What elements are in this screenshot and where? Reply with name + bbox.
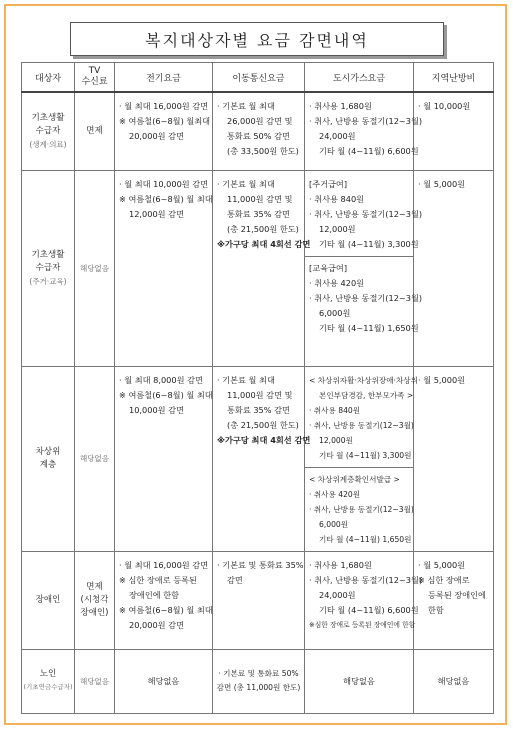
cell-text: 해당없음	[147, 675, 180, 686]
cell-text: 통화료 35% 감면	[227, 404, 290, 415]
cell-text: ※심한 장애로 등록된 장애인에 한함	[309, 620, 416, 629]
cell-text: · 취사, 난방용 동절기(12~3월)	[309, 292, 423, 303]
header-heating: 지역난방비	[414, 63, 494, 93]
gas-cell	[305, 551, 423, 649]
gas-cell	[305, 649, 414, 713]
cell-text: 통화료 50% 감면	[227, 131, 290, 141]
cell-text: · 취사, 난방용 동절기(12~3월)	[309, 504, 414, 514]
table-row	[22, 366, 494, 551]
mobile-cell	[213, 649, 305, 713]
cell-text: · 기본료 월 최대	[217, 101, 275, 111]
heating-cell	[414, 551, 494, 649]
cell-text: · 월 10,000원	[418, 101, 471, 111]
header-electricity: 전기요금	[115, 63, 213, 93]
cell-text: · 취사, 난방용 동절기(12~3월)	[309, 574, 423, 585]
cell-text: 12,000원	[319, 223, 356, 234]
mobile-cell	[213, 366, 311, 551]
cell-text: 10,000원 감면	[129, 404, 184, 415]
target-cell	[22, 366, 75, 551]
electricity-cell	[115, 649, 213, 713]
electricity-cell	[115, 92, 213, 170]
cell-text: ※ 여름철(6~8월) 월 최대	[119, 193, 213, 204]
cell-text: < 차상위계층확인서발급 >	[309, 474, 400, 484]
tv-text: (시청각	[80, 594, 109, 605]
target-text: (주거·교육)	[29, 276, 67, 286]
target-text: 차상위	[35, 446, 61, 457]
tv-cell	[75, 170, 115, 366]
cell-text: · 취사, 난방용 동절기(12~3월)	[309, 420, 414, 430]
cell-text: 11,000원 감면 및	[227, 193, 293, 204]
tv-text: 면제	[86, 581, 103, 592]
cell-text: 장애인에 한함	[129, 589, 180, 600]
table-row	[22, 551, 494, 649]
cell-text: 6,000원	[319, 519, 349, 529]
tv-text: 면제	[86, 125, 103, 136]
gas-cell	[305, 170, 423, 366]
heating-cell	[414, 366, 494, 551]
cell-text: ※ 여름철(6~8월) 월 최대	[119, 604, 213, 615]
cell-text: 24,000원	[319, 589, 356, 600]
document-title: 복지대상자별 요금 감면내역	[70, 22, 444, 56]
cell-text: 20,000원 감면	[129, 131, 184, 141]
electricity-cell	[115, 170, 213, 366]
cell-text: 20,000원 감면	[129, 619, 184, 630]
cell-text: ※ 여름철(6~8월) 월최대	[119, 116, 211, 126]
heating-cell	[414, 649, 494, 713]
gas-subsection	[305, 256, 423, 336]
table-row	[22, 92, 494, 170]
table-row	[22, 649, 494, 713]
cell-text: 기타 월 (4~11월) 1,650원	[319, 534, 412, 544]
heating-cell	[414, 170, 494, 366]
cell-text: 6,000원	[319, 307, 351, 318]
target-cell	[22, 170, 75, 366]
cell-text: 기타 월 (4~11월) 3,300원	[319, 450, 412, 460]
header-mobile: 이동통신요금	[213, 63, 305, 93]
cell-text: 감면 (총 11,000원 한도)	[216, 683, 301, 692]
cell-text: 한함	[428, 604, 444, 615]
cell-text: · 기본료 및 통화료 35%	[217, 559, 304, 570]
cell-text: · 월 최대 16,000원 감면	[119, 101, 209, 111]
cell-text: 본인부담경감, 한부모가족 >	[319, 390, 414, 400]
cell-text: · 취사용 840원	[309, 193, 365, 204]
header-target: 대상자	[22, 63, 75, 93]
cell-text: [주거급여]	[309, 178, 348, 189]
cell-text: < 차상위자활·차상위장애·차상위	[309, 375, 418, 385]
cell-text: · 월 5,000원	[418, 374, 466, 385]
target-text: 계층	[39, 459, 57, 470]
cell-text: · 취사용 420원	[309, 489, 361, 499]
mobile-cell	[213, 170, 311, 366]
cell-text: 기타 월 (4~11월) 6,600원	[319, 146, 419, 156]
table-row	[22, 170, 494, 366]
cell-text: ※가구당 최대 4회선 감면	[217, 238, 311, 249]
cell-text: (총 21,500원 한도)	[227, 419, 299, 430]
cell-text: ※ 심한 장애로 등록된	[119, 574, 197, 585]
tv-text: 장애인)	[80, 607, 109, 618]
cell-text: · 취사용 1,680원	[309, 559, 372, 570]
cell-text: 해당없음	[343, 675, 375, 686]
cell-text: 11,000원 감면 및	[227, 389, 293, 400]
cell-text: · 취사용 1,680원	[309, 101, 372, 111]
cell-text: · 월 5,000원	[418, 559, 466, 570]
cell-text: ※ 심한 장애로	[418, 574, 470, 585]
cell-text: · 취사, 난방용 동절기(12~3월)	[309, 208, 423, 219]
electricity-cell	[115, 551, 213, 649]
cell-text: 통화료 35% 감면	[227, 208, 290, 219]
tv-text: 해당없음	[80, 454, 109, 463]
cell-text: ※가구당 최대 4회선 감면	[217, 434, 311, 445]
cell-text: ※ 여름철(6~8월) 월 최대	[119, 389, 213, 400]
tv-cell	[75, 366, 115, 551]
target-text: 수급자	[35, 262, 61, 273]
gas-subsection	[305, 467, 413, 547]
cell-text: · 월 5,000원	[418, 178, 466, 189]
cell-text: 기타 월 (4~11월) 1,650원	[319, 322, 419, 333]
target-text: 노인	[39, 669, 57, 679]
electricity-cell	[115, 366, 213, 551]
cell-text: 등록된 장애인에	[428, 589, 486, 600]
header-tv-line2: 수신료	[81, 77, 108, 87]
gas-cell	[305, 92, 423, 170]
target-text: 수급자	[35, 125, 61, 136]
cell-text: · 기본료 월 최대	[217, 178, 275, 189]
cell-text: · 월 최대 10,000원 감면	[119, 178, 209, 189]
cell-text: · 기본료 월 최대	[217, 374, 275, 385]
tv-cell	[75, 649, 115, 713]
cell-text: · 기본료 및 통화료 50%	[218, 669, 299, 678]
cell-text: 26,000원 감면 및	[227, 116, 293, 126]
cell-text: · 월 최대 16,000원 감면	[119, 559, 209, 570]
target-cell	[22, 92, 75, 170]
target-text: (기초연금수급자)	[23, 683, 73, 691]
cell-text: · 취사용 840원	[309, 405, 361, 415]
mobile-cell	[213, 551, 305, 649]
cell-text: 12,000원	[319, 435, 353, 445]
tv-text: 해당없음	[80, 263, 109, 273]
cell-text: (총 21,500원 한도)	[227, 223, 299, 234]
heating-cell	[414, 92, 494, 170]
cell-text: 기타 월 (4~11월) 3,300원	[319, 238, 419, 249]
target-text: 장애인	[35, 594, 61, 605]
tv-cell	[75, 551, 115, 649]
cell-text: 감면	[227, 574, 243, 585]
gas-cell	[305, 366, 418, 551]
cell-text: 기타 월 (4~11월) 6,600원	[319, 604, 419, 615]
target-text: (생계·의료)	[29, 139, 67, 149]
cell-text: 24,000원	[319, 131, 356, 141]
cell-text: [교육급여]	[309, 262, 348, 273]
header-tv-line1: TV	[88, 66, 101, 76]
cell-text: · 월 최대 8,000원 감면	[119, 374, 203, 385]
cell-text: 해당없음	[437, 675, 470, 686]
header-tv	[75, 63, 115, 93]
target-cell	[22, 649, 75, 713]
target-text: 기초생활	[31, 249, 65, 260]
tv-text: 해당없음	[80, 676, 109, 686]
cell-text: · 취사용 420원	[309, 277, 365, 288]
header-gas: 도시가스요금	[305, 63, 414, 93]
cell-text: 12,000원 감면	[129, 208, 184, 219]
cell-text: · 취사, 난방용 동절기(12~3월)	[309, 116, 423, 126]
header-row	[22, 63, 494, 93]
cell-text: (총 33,500원 한도)	[227, 146, 299, 156]
mobile-cell	[213, 92, 305, 170]
tv-cell	[75, 92, 115, 170]
target-text: 기초생활	[31, 112, 65, 123]
target-cell	[22, 551, 75, 649]
discount-table	[21, 62, 494, 714]
